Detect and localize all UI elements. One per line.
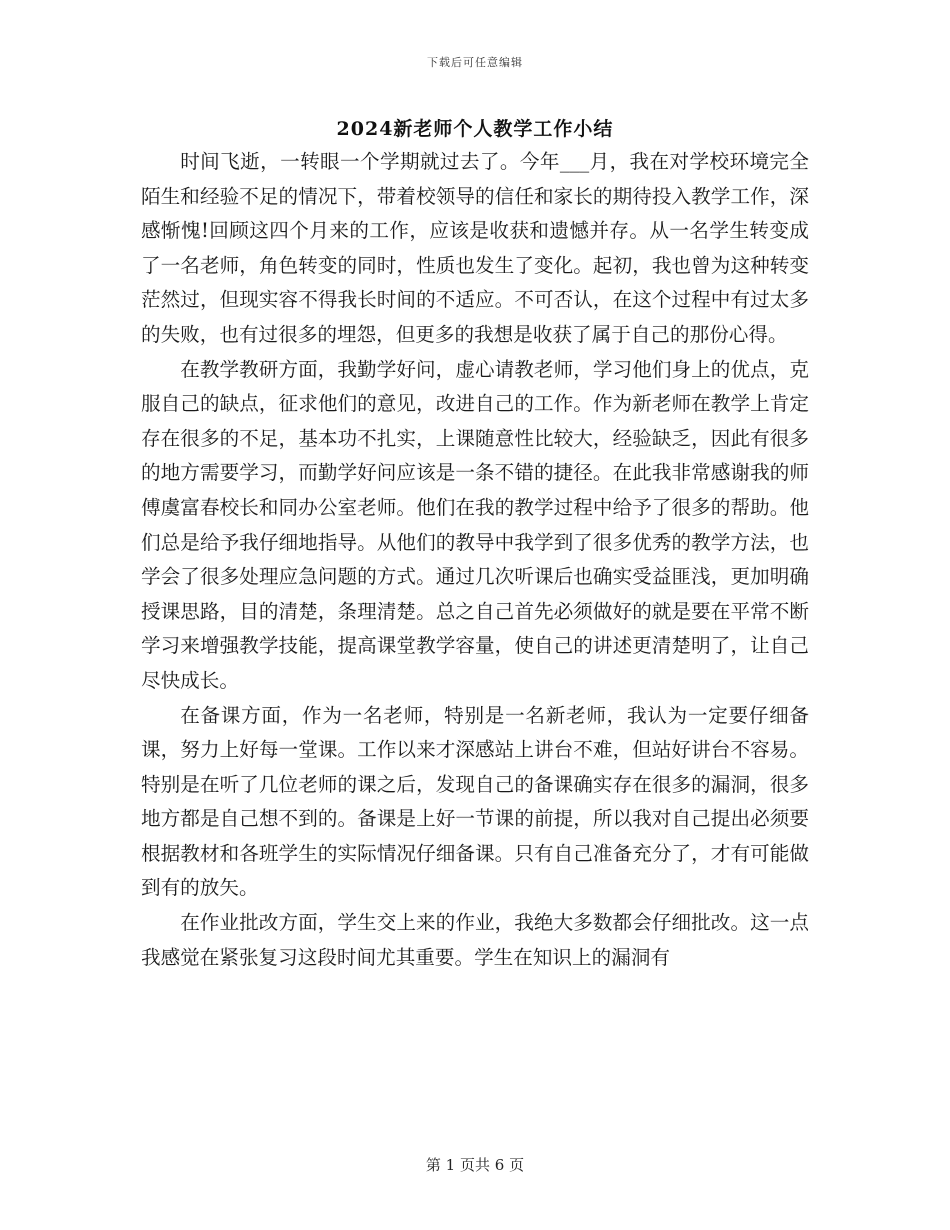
paragraph-homework: 在作业批改方面，学生交上来的作业，我绝大多数都会仔细批改。这一点我感觉在紧张复习这段时间尤其重要。学生在知识上的漏洞有	[141, 911, 809, 969]
document-title: 2024新老师个人教学工作小结	[336, 118, 614, 140]
document-body	[141, 145, 809, 975]
paragraph-intro: 时间飞逝，一转眼一个学期就过去了。今年___月，我在对学校环境完全陌生和经验不足的情况下，带着校领导的信任和家长的期待投入教学工作，深感惭愧!回顾这四个月来的工作，应该是收获和遗憾并存。从一名学生转变成了一名老师，角色转变的同时，性质也发生了变化。起初，我也曾为这种转变茫然过，但现实容不得我长时间的不适应。不可否认，在这个过程中有过太多的失败，也有过很多的埋怨，但更多的我想是收获了属于自己的那份心得。	[141, 150, 809, 346]
paragraph-lesson-prep: 在备课方面，作为一名老师，特别是一名新老师，我认为一定要仔细备课，努力上好每一堂课。工作以来才深感站上讲台不难，但站好讲台不容易。特别是在听了几位老师的课之后，发现自己的备课确实存在很多的漏洞，很多地方都是自己想不到的。备课是上好一节课的前提，所以我对自己提出必须要根据教材和各班学生的实际情况仔细备课。只有自己准备充分了，才有可能做到有的放矢。	[141, 703, 809, 900]
page-number: 第 1 页共 6 页	[425, 1156, 525, 1174]
paragraph-teaching-research: 在教学教研方面，我勤学好问，虚心请教老师，学习他们身上的优点，克服自己的缺点，征求他们的意见，改进自己的工作。作为新老师在教学上肯定存在很多的不足，基本功不扎实，上课随意性比较大，经验缺乏，因此有很多的地方需要学习，而勤学好问应该是一条不错的捷径。在此我非常感谢我的师傅虞富春校长和同办公室老师。他们在我的教学过程中给予了很多的帮助。他们总是给予我仔细地指导。从他们的教导中我学到了很多优秀的教学方法，也学会了很多处理应急问题的方式。通过几次听课后也确实受益匪浅，更加明确授课思路，目的清楚，条理清楚。总之自己首先必须做好的就是要在平常不断学习来增强教学技能，提高课堂教学容量，使自己的讲述更清楚明了，让自己尽快成长。	[141, 357, 809, 692]
header-note: 下载后可任意编辑	[427, 56, 523, 69]
